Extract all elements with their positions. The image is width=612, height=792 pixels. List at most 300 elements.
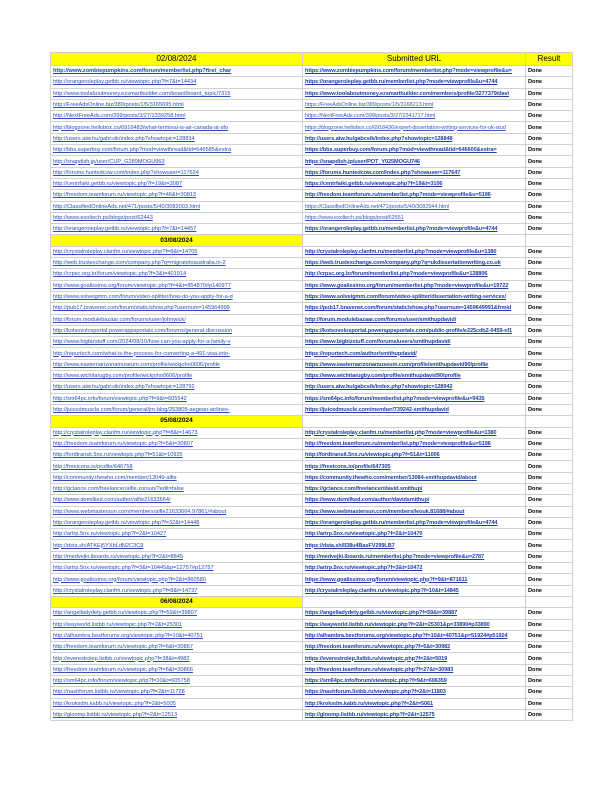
empty-cell: [526, 596, 573, 607]
result-status: Done: [526, 382, 573, 393]
source-url-cell: [51, 483, 303, 494]
source-url-cell: [51, 551, 303, 562]
source-url-link[interactable]: http://www.exoltech.ps/blogs/post/62443: [53, 215, 153, 221]
header-submitted-url: Submitted URL: [303, 53, 526, 66]
result-status: Done: [526, 574, 573, 585]
source-url-link[interactable]: http://www.goalissimo.org/forum/viewtopic.php?f=2&t=860580: [53, 576, 206, 583]
submitted-url-cell: [303, 461, 526, 472]
result-status: Done: [526, 167, 573, 178]
source-url-link[interactable]: http://forums.huntedcow.com/index.php?showuser=117624: [53, 169, 199, 176]
submitted-url-link[interactable]: https://ClassifiedOnlineAds.net/471/posts/5/40/3082944.html: [305, 203, 449, 210]
result-status: Done: [526, 111, 573, 122]
submitted-url-cell: [303, 167, 526, 178]
table-row: [51, 156, 573, 167]
source-url-link[interactable]: http://www.bigbizstuff.com/2024/08/10/how-can-you-apply-for-a-family-v: [53, 339, 231, 346]
source-url-cell: [51, 111, 303, 122]
table-row: [51, 438, 573, 449]
result-status: Done: [526, 246, 573, 257]
source-url-cell: [51, 303, 303, 314]
table-row: [51, 495, 573, 506]
source-url-link[interactable]: http://kotsovolosportal.powerappsportals.com/forums/general-discussion: [53, 327, 233, 334]
submitted-url-link[interactable]: https://sm64pc.info/forum/viewtopic.php?f=9&t=606359: [305, 678, 447, 685]
source-url-link[interactable]: http://pub17.bravenet.com/forum/static/show.php?usernum=145964999: [53, 305, 230, 312]
submitted-url-cell: [303, 687, 526, 698]
submitted-url-link[interactable]: https://www.solveigmm.com/forum/video-splitter/dissertation-writing-services/: [305, 294, 506, 301]
table-row: [51, 608, 573, 619]
submitted-url-cell: [303, 495, 526, 506]
submitted-url-link[interactable]: http://crystalroleplay.clanfm.ru/memberlist.php?mode=viewprofile&u=1380: [305, 248, 497, 255]
section-date: 06/08/2024: [51, 596, 303, 607]
result-status: Done: [526, 269, 573, 280]
submitted-url-link[interactable]: https://blogzone.hellobox.co/6918436/expert-dissertation-writing-services-for-uk-stud: [305, 124, 506, 131]
source-url-cell: [51, 201, 303, 212]
table-row: [51, 201, 573, 212]
submitted-url-link[interactable]: https://sm64pc.info/forum/memberlist.php?mode=viewprofile&u=9435: [305, 395, 485, 402]
result-status: Done: [526, 495, 573, 506]
submitted-url-link[interactable]: https://www.easternarizonamuseum.com/profile/smithupdavid90/profile: [305, 361, 489, 368]
submitted-url-cell: [303, 517, 526, 528]
table-row: [51, 517, 573, 528]
table-row: [51, 122, 573, 133]
source-url-link[interactable]: http://repurtech.com/what-is-the-process-for-converting-a-491-visa-into-: [53, 350, 230, 357]
header-row: [51, 53, 573, 66]
submitted-url-link[interactable]: https://NextFreeAds.com/399/posts/3/27/2341717.html: [305, 113, 436, 120]
source-url-link[interactable]: http://orangeroleplay.getbb.ru/viewtopic.php?f=32&t=14448: [53, 520, 200, 527]
result-status: Done: [526, 122, 573, 133]
submitted-url-cell: [303, 450, 526, 461]
source-url-link[interactable]: http://www.easternarizonamuseum.com/profile/wickjohn0606/profile: [53, 361, 220, 368]
result-status: Done: [526, 212, 573, 223]
submitted-url-link[interactable]: https://community.thewho.com/member/13084-smithupdavid/about: [305, 474, 477, 481]
submitted-url-cell: [303, 314, 526, 325]
submitted-url-link[interactable]: http://gloomp.listbb.ru/viewtopic.php?f=2&t=12575: [305, 712, 435, 719]
source-url-link[interactable]: http://alhambra.bestforums.org/viewtopic.php?f=10&t=40751: [53, 632, 203, 639]
submitted-url-link[interactable]: https://angelladydety.getbb.ru/viewtopic.php?f=59&t=39887: [305, 610, 458, 617]
result-status: Done: [526, 156, 573, 167]
submitted-url-link[interactable]: https://www.wichitarugby.com/profile/smithupdavid90/profile: [305, 373, 461, 380]
result-status: Done: [526, 337, 573, 348]
submitted-url-link[interactable]: https://www.goalissimo.org/forum/memberlist.php?mode=viewprofile&u=19722: [305, 282, 509, 289]
source-url-link[interactable]: http://orangeroleplay.getbb.ru/viewtopic.php?f=7&t=14457: [53, 226, 197, 233]
source-url-link[interactable]: http://sm64pc.info/forum/viewtopic.php?f=9&t=605542: [53, 395, 187, 402]
table-row: [51, 190, 573, 201]
submitted-url-cell: [303, 190, 526, 201]
submitted-url-link[interactable]: https://www.bigbizstuff.com/forums/users/smithupdavid/: [305, 339, 451, 346]
result-status: Done: [526, 178, 573, 189]
submitted-url-cell: [303, 630, 526, 641]
result-status: Done: [526, 676, 573, 687]
source-url-link[interactable]: http://FreeAdsOnline.biz/389/posts/1/5/3165695.html: [53, 102, 184, 109]
result-status: Done: [526, 483, 573, 494]
result-status: Done: [526, 427, 573, 438]
submitted-url-cell: [303, 224, 526, 235]
submitted-url-link[interactable]: https://pub17.bravenet.com/forum/static/show.php?usernum=1459649991&frmid: [305, 305, 512, 312]
source-url-link[interactable]: http://www.solveigmm.com/forum/video-splitter/how-do-you-apply-for-a-d: [53, 294, 233, 301]
result-status: Done: [526, 506, 573, 517]
source-url-link[interactable]: http://gloomp.listbb.ru/viewtopic.php?f=2&t=12513: [53, 712, 178, 719]
submitted-url-cell: [303, 642, 526, 653]
table-row: [51, 574, 573, 585]
source-url-link[interactable]: http://NextFreeAds.com/399/posts/3/27/2339258.html: [53, 113, 186, 120]
submitted-url-link[interactable]: https://www.goalissimo.org/forum/viewtopic.php?f=9&t=871611: [305, 576, 468, 583]
table-row: [51, 99, 573, 110]
source-url-link[interactable]: http://artrp.5nx.ru/viewtopic.php?f=2&t=10427: [53, 531, 167, 538]
source-url-cell: [51, 258, 303, 269]
result-status: Done: [526, 325, 573, 336]
table-row: [51, 269, 573, 280]
source-url-link[interactable]: http://crpsc.org.br/forum/viewtopic.php?f=3&t=401914: [53, 271, 187, 278]
result-status: Done: [526, 88, 573, 99]
submitted-url-link[interactable]: http://freedom.teamforum.ru/viewtopic.php?f=5&t=30982: [305, 644, 451, 651]
table-row: [51, 348, 573, 359]
source-url-cell: [51, 438, 303, 449]
source-url-link[interactable]: http://nashforum.listbb.ru/viewtopic.php?f=2&t=11728: [53, 689, 185, 696]
source-url-link[interactable]: http://juicedmuscle.com/forum/general/jm-blog/253805-aegean-airlines-: [53, 407, 230, 414]
empty-cell: [526, 235, 573, 246]
source-url-cell: [51, 585, 303, 596]
result-status: Done: [526, 280, 573, 291]
submitted-url-link[interactable]: https://orangeroleplay.getbb.ru/memberlist.php?mode=viewprofile&u=4744: [305, 520, 498, 527]
submitted-url-cell: [303, 563, 526, 574]
result-status: Done: [526, 145, 573, 156]
submitted-url-cell: [303, 608, 526, 619]
submitted-url-link[interactable]: https://repurtech.com/author/smithupdavid/: [305, 350, 417, 357]
result-status: Done: [526, 461, 573, 472]
result-status: Done: [526, 291, 573, 302]
source-url-link[interactable]: http://angelladydety.getbb.ru/viewtopic.php?f=59&t=39807: [53, 610, 197, 617]
source-url-cell: [51, 122, 303, 133]
source-url-link[interactable]: http://users.atw.hu/gabcsik/index.php?showtopic=128792: [53, 384, 195, 391]
source-url-link[interactable]: http://freedom.teamforum.ru/viewtopic.php?f=6&t=30866: [53, 666, 193, 673]
source-url-link[interactable]: http://blogzone.hellobox.co/6916483/what-terminal-is-air-canada-at-sfo: [53, 124, 229, 131]
source-url-cell: [51, 630, 303, 641]
submitted-url-cell: [303, 427, 526, 438]
table-row: [51, 258, 573, 269]
submitted-url-cell: [303, 371, 526, 382]
source-url-cell: [51, 698, 303, 709]
submitted-url-link[interactable]: https://forums.huntedcow.com/index.php?showuser=117647: [305, 169, 461, 176]
submitted-url-cell: [303, 619, 526, 630]
table-row: [51, 88, 573, 99]
submitted-url-cell: [303, 88, 526, 99]
table-row: [51, 687, 573, 698]
source-url-cell: [51, 642, 303, 653]
result-status: Done: [526, 529, 573, 540]
table-row: [51, 178, 573, 189]
submitted-url-cell: [303, 246, 526, 257]
submitted-url-link[interactable]: http://fordtransit.5nx.ru/viewtopic.php?f=51&t=11006: [305, 452, 440, 459]
source-url-link[interactable]: http://snapdish.jp/user/CUP_G289MOGU963: [53, 158, 165, 165]
source-url-link[interactable]: http://centrfaiki.getbb.ru/viewtopic.php?f=19&t=3087: [53, 181, 183, 188]
source-url-link[interactable]: http://www.wichitarugby.com/profile/wickjohn0606/profile: [53, 373, 193, 380]
empty-cell: [303, 416, 526, 427]
submitted-url-cell: [303, 551, 526, 562]
source-url-link[interactable]: http://sm64pc.info/forum/viewtopic.php?f=10&t=605758: [53, 678, 190, 685]
result-status: Done: [526, 653, 573, 664]
source-url-cell: [51, 450, 303, 461]
submitted-url-cell: [303, 438, 526, 449]
submitted-url-link[interactable]: https://web.trustexchange.com/company.php?q=ukdissertationwriting.co.uk: [305, 260, 501, 267]
submitted-url-link[interactable]: https://www.demilked.com/author/davidsmithup/: [305, 497, 430, 504]
date-section-row: [51, 235, 573, 246]
source-url-cell: [51, 133, 303, 144]
source-url-link[interactable]: http://www.webmastersun.com/members/alfie21633664.97861/#about: [53, 508, 227, 515]
table-row: [51, 642, 573, 653]
submitted-url-link[interactable]: http://users.atw.hu/gabcsik/index.php?showtopic=128848: [305, 135, 453, 142]
table-row: [51, 506, 573, 517]
source-url-cell: [51, 574, 303, 585]
source-url-link[interactable]: http://fordtransit.5nx.ru/viewtopic.php?f=51&t=10925: [53, 452, 183, 459]
submitted-url-cell: [303, 348, 526, 359]
table-row: [51, 709, 573, 720]
result-status: Done: [526, 698, 573, 709]
table-row: [51, 224, 573, 235]
submitted-url-cell: [303, 698, 526, 709]
submitted-url-cell: [303, 99, 526, 110]
submitted-url-link[interactable]: http://users.atw.hu/gabcsik/index.php?showtopic=128942: [305, 384, 453, 391]
source-url-link[interactable]: http://medvejki.iboards.ru/viewtopic.php?f=2&t=8845: [53, 553, 183, 560]
submitted-url-link[interactable]: https://centrfaiki.getbb.ru/viewtopic.php?f=19&t=3106: [305, 181, 443, 188]
submitted-url-cell: [303, 269, 526, 280]
source-url-link[interactable]: http://www.toolaboutmoney.ezsmartbuilder.com/board/board_topic/7315: [53, 90, 231, 97]
table-row: [51, 291, 573, 302]
table-row: [51, 371, 573, 382]
date-section-row: [51, 416, 573, 427]
submitted-url-cell: [303, 325, 526, 336]
submitted-url-link[interactable]: https://www.zombiepumpkins.com/forum/memberlist.php?mode=viewprofile&u=: [305, 68, 512, 75]
source-url-cell: [51, 709, 303, 720]
submitted-url-link[interactable]: https://snapdish.jp/user/POT_Y025MOGU746: [305, 158, 421, 165]
submitted-url-link[interactable]: http://kroksdm.kabb.ru/viewtopic.php?f=2&t=5061: [305, 700, 434, 707]
source-url-cell: [51, 212, 303, 223]
submitted-url-cell: [303, 393, 526, 404]
source-url-cell: [51, 664, 303, 675]
table-row: [51, 325, 573, 336]
result-status: Done: [526, 472, 573, 483]
submitted-url-cell: [303, 574, 526, 585]
source-url-cell: [51, 393, 303, 404]
source-url-link[interactable]: http://gclance.com/freelancer/alfie.zorsun/?edit=false: [53, 486, 184, 493]
submitted-url-cell: [303, 111, 526, 122]
submitted-url-link[interactable]: https://orangeroleplay.getbb.ru/memberlist.php?mode=viewprofile&u=4744: [305, 226, 498, 233]
submitted-url-cell: [303, 133, 526, 144]
submitted-url-link[interactable]: http://alhambra.bestforums.org/viewtopic.php?f=10&t=40751&p=51924#p51924: [305, 632, 508, 639]
source-url-link[interactable]: http://web.trustexchange.com/company.php?q=migratetoaustralia.in-2: [53, 260, 226, 267]
source-url-cell: [51, 517, 303, 528]
source-url-cell: [51, 359, 303, 370]
result-status: Done: [526, 359, 573, 370]
source-url-link[interactable]: http://kroksdm.kabb.ru/viewtopic.php?f=2&t=5005: [53, 700, 176, 707]
submitted-url-cell: [303, 178, 526, 189]
result-status: Done: [526, 709, 573, 720]
submitted-url-cell: [303, 258, 526, 269]
result-status: Done: [526, 585, 573, 596]
source-url-cell: [51, 178, 303, 189]
submitted-url-link[interactable]: https://orangeroleplay.getbb.ru/memberlist.php?mode=viewprofile&u=4744: [305, 79, 498, 86]
source-url-cell: [51, 687, 303, 698]
source-url-link[interactable]: http://freedom.teamforum.ru/viewtopic.php?f=5&t=30807: [53, 440, 193, 447]
table-row: [51, 382, 573, 393]
header-result: Result: [526, 53, 573, 66]
table-row: [51, 167, 573, 178]
submitted-url-cell: [303, 709, 526, 720]
result-status: Done: [526, 664, 573, 675]
table-row: [51, 246, 573, 257]
submitted-url-link[interactable]: https://nashforum.listbb.ru/viewtopic.php?f=2&t=11803: [305, 689, 446, 696]
table-row: [51, 698, 573, 709]
submitted-url-cell: [303, 529, 526, 540]
source-url-link[interactable]: http://orangeroleplay.getbb.ru/viewtopic.php?f=7&t=14434: [53, 79, 197, 86]
table-row: [51, 393, 573, 404]
submitted-url-link[interactable]: https://gclance.com/freelancer/david.smithup/: [305, 486, 423, 493]
result-status: Done: [526, 563, 573, 574]
submitted-url-cell: [303, 664, 526, 675]
submitted-url-link[interactable]: https://juicedmuscle.com/member/739242-smithupdavid: [305, 407, 449, 414]
submitted-url-link[interactable]: https://FreeAdsOnline.biz/389/posts/1/5/3168213.html: [305, 102, 434, 109]
source-url-link[interactable]: http://crystalroleplay.clanfm.ru/viewtopic.php?f=8&t=14737: [53, 587, 198, 594]
submitted-url-link[interactable]: http://freedom.teamforum.ru/memberlist.php?mode=viewprofile&u=5196: [305, 192, 491, 199]
source-url-cell: [51, 619, 303, 630]
submitted-url-cell: [303, 66, 526, 77]
empty-cell: [303, 596, 526, 607]
date-section-row: [51, 596, 573, 607]
submitted-url-link[interactable]: https://bbs.superbuy.com/forum.php?mod=viewthread&tid=646600&extra=: [305, 147, 497, 154]
table-row: [51, 404, 573, 415]
submitted-url-cell: [303, 201, 526, 212]
table-row: [51, 314, 573, 325]
result-status: Done: [526, 517, 573, 528]
source-url-link[interactable]: http://community.thewho.com/member/13049-alfie: [53, 474, 177, 481]
submitted-url-link[interactable]: https://www.toolaboutmoney.ezsmartbuilder.com/members/profile/3277379/davi: [305, 90, 509, 97]
source-url-cell: [51, 77, 303, 88]
result-status: Done: [526, 630, 573, 641]
submitted-url-cell: [303, 212, 526, 223]
submitted-url-link[interactable]: http://freedom.teamforum.ru/viewtopic.php?f=27&t=30983: [305, 666, 454, 673]
source-url-cell: [51, 325, 303, 336]
source-url-link[interactable]: http://www.goalissimo.org/forum/viewtopic.php?f=4&t=854870#p140977: [53, 282, 231, 289]
source-url-link[interactable]: http://wayworld.listbb.ru/viewtopic.php?f=2&t=25301: [53, 621, 183, 628]
submitted-url-link[interactable]: http://crpsc.org.br/forum/memberlist.php?mode=viewprofile&u=128806: [305, 271, 488, 278]
submitted-url-link[interactable]: http://freedom.teamforum.ru/memberlist.php?mode=viewprofile&u=5196: [305, 440, 491, 447]
source-url-link[interactable]: http://crystalroleplay.clanfm.ru/viewtopic.php?f=8&t=14673: [53, 429, 198, 436]
submitted-url-link[interactable]: http://artrp.5nx.ru/viewtopic.php?f=3&t=10472: [305, 565, 423, 572]
submitted-url-link[interactable]: http://forum.modulebazaar.com/forums/user/smithupdavid/: [305, 316, 457, 323]
source-url-link[interactable]: http://crystalroleplay.clanfm.ru/viewtopic.php?f=8&t=14705: [53, 248, 198, 255]
source-url-cell: [51, 495, 303, 506]
source-url-cell: [51, 608, 303, 619]
source-url-cell: [51, 246, 303, 257]
submitted-url-cell: [303, 359, 526, 370]
result-status: Done: [526, 77, 573, 88]
table-row: [51, 280, 573, 291]
source-url-cell: [51, 99, 303, 110]
submitted-url-link[interactable]: https://dsta.sh/Il38u4BasFV299LB7: [305, 542, 395, 549]
result-status: Done: [526, 540, 573, 551]
submitted-url-link[interactable]: https://wayworld.listbb.ru/viewtopic.php?f=2&t=25301&p=33890#p33890: [305, 621, 490, 628]
source-url-link[interactable]: http://everestrolep.listbb.ru/viewtopic.php?f=38&t=4982: [53, 655, 190, 662]
source-url-cell: [51, 145, 303, 156]
source-url-link[interactable]: http://www.demilked.com/author/alfie21633664/: [53, 497, 171, 504]
section-date: 05/08/2024: [51, 416, 303, 427]
result-status: Done: [526, 224, 573, 235]
result-status: Done: [526, 258, 573, 269]
source-url-cell: [51, 472, 303, 483]
table-row: [51, 337, 573, 348]
source-url-link[interactable]: http://bbs.superbuy.com/forum.php?mod=viewthread&tid=646585&extra: [53, 147, 232, 154]
source-url-cell: [51, 427, 303, 438]
submitted-url-cell: [303, 303, 526, 314]
source-url-link[interactable]: http://forum.modulebazaar.com/forums/user/johnwick/: [53, 316, 186, 323]
result-status: Done: [526, 687, 573, 698]
submitted-url-link[interactable]: https://freeicons.io/profile/647305: [305, 463, 391, 470]
table-row: [51, 585, 573, 596]
table-row: [51, 77, 573, 88]
source-url-cell: [51, 348, 303, 359]
result-status: Done: [526, 551, 573, 562]
submitted-url-link[interactable]: http://medvejki.iboards.ru/memberlist.php?mode=viewprofile&u=2787: [305, 553, 485, 560]
table-row: [51, 529, 573, 540]
table-row: [51, 111, 573, 122]
source-url-cell: [51, 269, 303, 280]
source-url-cell: [51, 314, 303, 325]
submitted-url-link[interactable]: https://www.exoltech.ps/blogs/post/62551: [305, 215, 404, 221]
source-url-link[interactable]: http://freedom.teamforum.ru/viewtopic.php?f=6&t=30867: [53, 644, 193, 651]
submitted-url-link[interactable]: http://crystalroleplay.clanfm.ru/viewtopic.php?f=10&t=14845: [305, 587, 459, 594]
result-status: Done: [526, 619, 573, 630]
table-row: [51, 630, 573, 641]
source-url-link[interactable]: http://dsta.sh/ATKEj5YXbLdN2C3C9: [53, 542, 144, 549]
table-body: [51, 66, 573, 721]
submitted-url-cell: [303, 77, 526, 88]
header-date: 02/08/2024: [51, 53, 303, 66]
source-url-link[interactable]: http://artrp.5nx.ru/viewtopic.php?f=3&t=10445&p=12757#p12757: [53, 565, 214, 572]
submitted-url-cell: [303, 337, 526, 348]
table-row: [51, 303, 573, 314]
result-status: Done: [526, 642, 573, 653]
submitted-url-cell: [303, 280, 526, 291]
submitted-url-cell: [303, 506, 526, 517]
source-url-link[interactable]: http://ClassifiedOnlineAds.net/471/posts/5/40/3082003.html: [53, 203, 201, 210]
source-url-cell: [51, 382, 303, 393]
table-row: [51, 551, 573, 562]
table-row: [51, 563, 573, 574]
source-url-cell: [51, 167, 303, 178]
source-url-link[interactable]: http://freeicons.io/profile/646758: [53, 463, 133, 470]
result-status: Done: [526, 371, 573, 382]
table-row: [51, 133, 573, 144]
source-url-link[interactable]: http://users.atw.hu/gabcsik/index.php?showtopic=128834: [53, 135, 195, 142]
submitted-url-cell: [303, 404, 526, 415]
source-url-cell: [51, 371, 303, 382]
source-url-link[interactable]: http://freedom.teamforum.ru/viewtopic.php?f=46&t=30813: [53, 192, 197, 199]
submitted-url-link[interactable]: https://everestrolep.listbb.ru/viewtopic.php?f=2&t=5019: [305, 655, 448, 662]
submitted-url-cell: [303, 540, 526, 551]
result-status: Done: [526, 314, 573, 325]
submitted-url-link[interactable]: http://artrp.5nx.ru/viewtopic.php?f=2&t=10470: [305, 531, 423, 538]
result-status: Done: [526, 133, 573, 144]
source-url-cell: [51, 676, 303, 687]
submitted-url-cell: [303, 156, 526, 167]
table-row: [51, 483, 573, 494]
table-row: [51, 619, 573, 630]
source-url-link[interactable]: http://www.zombiepumpkins.com/forum/memberlist.php?first_char: [53, 68, 232, 75]
source-url-cell: [51, 88, 303, 99]
submitted-url-link[interactable]: http://crystalroleplay.clanfm.ru/memberlist.php?mode=viewprofile&u=1380: [305, 429, 497, 436]
submitted-url-link[interactable]: https://www.webmastersun.com/members/leouk.81688/#about: [305, 508, 465, 515]
submitted-url-link[interactable]: https://kotsovolosportal.powerappsportals.com/public-profile/e225cdb2-0459-ef1: [305, 327, 512, 334]
result-status: Done: [526, 450, 573, 461]
table-row: [51, 676, 573, 687]
